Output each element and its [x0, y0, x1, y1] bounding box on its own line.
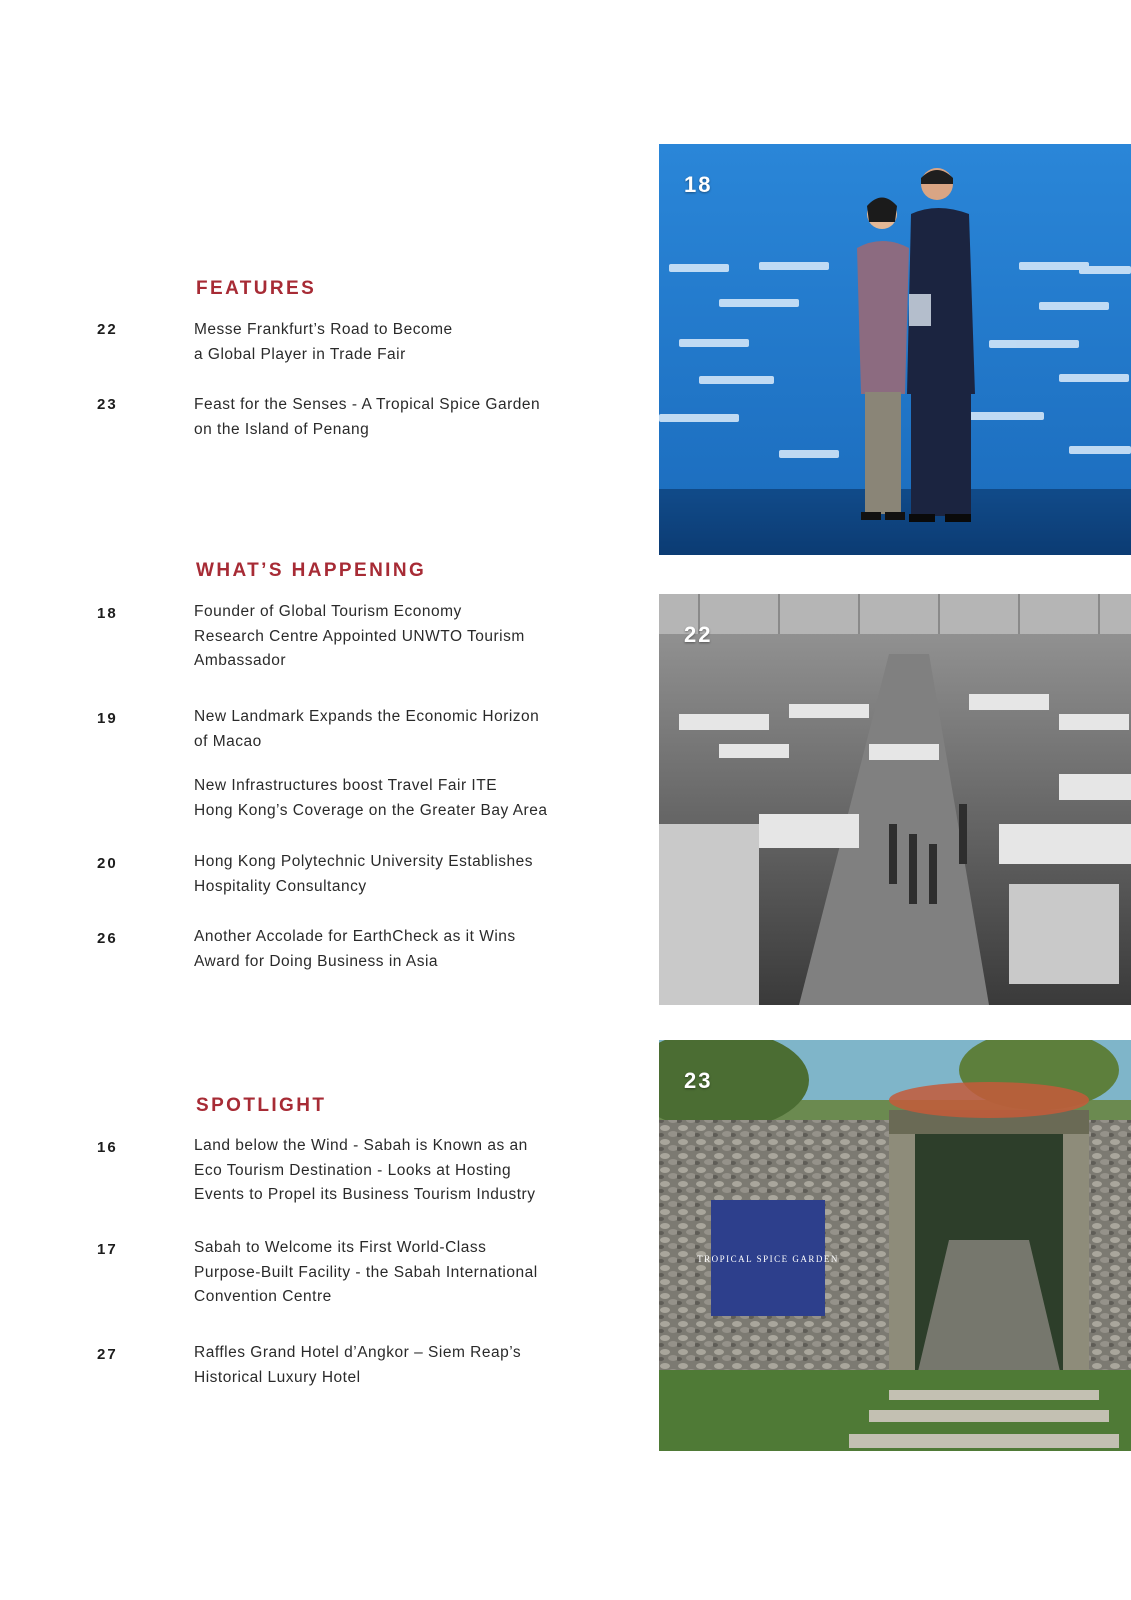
entry-title[interactable]	[194, 1236, 594, 1310]
entry-title-line: Founder of Global Tourism Economy	[194, 603, 462, 620]
entry-title-line: Purpose-Built Facility - the Sabah International	[194, 1263, 538, 1281]
entry-title-line: Hong Kong’s Coverage on the Greater Bay Area	[194, 801, 548, 819]
entry-title-line: Ambassador	[194, 652, 287, 669]
entry-title-line: Land below the Wind - Sabah is Known as an	[194, 1137, 528, 1154]
entry-title-line: Raffles Grand Hotel d’Angkor – Siem Reap’s	[194, 1344, 522, 1361]
entry-title-line: Hong Kong Polytechnic University Establishes	[194, 853, 534, 870]
entry-page-number: 22	[97, 321, 118, 338]
entry-title[interactable]	[194, 705, 594, 754]
section-heading-spotlight: SPOTLIGHT	[196, 1095, 327, 1116]
entry-page-number: 18	[97, 605, 118, 622]
entry-title-line: Messe Frankfurt’s Road to Become	[194, 321, 453, 338]
trade-fair-archive-photo[interactable]	[659, 594, 1131, 1005]
entry-title-line: Events to Propel its Business Tourism Industry	[194, 1186, 536, 1203]
entry-title-line: a Global Player in Trade Fair	[194, 345, 406, 363]
entry-page-number: 17	[97, 1241, 118, 1258]
entry-title-line: Hospitality Consultancy	[194, 877, 367, 895]
entry-title[interactable]	[194, 925, 594, 974]
entry-title-line: Feast for the Senses - A Tropical Spice Garden	[194, 396, 541, 413]
entry-title-line: Sabah to Welcome its First World-Class	[194, 1239, 487, 1256]
entry-title[interactable]	[194, 1341, 594, 1390]
entry-title-line: Research Centre Appointed UNWTO Tourism	[194, 627, 525, 645]
entry-title[interactable]	[194, 850, 594, 899]
section-heading-features: FEATURES	[196, 278, 317, 299]
svg-text:TROPICAL SPICE GARDEN: TROPICAL SPICE GARDEN	[697, 1254, 839, 1264]
entry-title[interactable]	[194, 318, 594, 367]
entry-page-number: 26	[97, 930, 118, 947]
entry-page-number: 23	[97, 396, 118, 413]
entry-page-number: 16	[97, 1139, 118, 1156]
entry-title[interactable]	[194, 393, 594, 442]
section-heading-whats-happening: WHAT’S HAPPENING	[196, 560, 427, 581]
spice-garden-entrance-photo[interactable]	[659, 1040, 1131, 1451]
spice-garden-illustration	[659, 1040, 1131, 1451]
entry-title-line: New Landmark Expands the Economic Horizon	[194, 708, 540, 725]
entry-title[interactable]	[194, 600, 594, 674]
entry-title-line: Award for Doing Business in Asia	[194, 952, 439, 970]
entry-title[interactable]	[194, 1134, 594, 1208]
entry-title-line: Convention Centre	[194, 1288, 332, 1305]
photo-page-number: 22	[684, 622, 713, 647]
entry-title[interactable]	[194, 774, 594, 823]
entry-title-line: of Macao	[194, 732, 262, 750]
award-ceremony-photo[interactable]	[659, 144, 1131, 555]
entry-page-number: 20	[97, 855, 118, 872]
entry-page-number: 27	[97, 1346, 118, 1363]
photo-page-number: 18	[684, 172, 713, 197]
trade-fair-illustration	[659, 594, 1131, 1005]
entry-title-line: on the Island of Penang	[194, 420, 370, 438]
entry-title-line: Eco Tourism Destination - Looks at Hosting	[194, 1161, 512, 1179]
entry-title-line: Historical Luxury Hotel	[194, 1368, 361, 1386]
entry-page-number: 19	[97, 710, 118, 727]
entry-title-line: Another Accolade for EarthCheck as it Wins	[194, 928, 516, 945]
award-ceremony-illustration	[659, 144, 1131, 555]
photo-page-number: 23	[684, 1068, 713, 1093]
entry-title-line: New Infrastructures boost Travel Fair ITE	[194, 777, 498, 794]
